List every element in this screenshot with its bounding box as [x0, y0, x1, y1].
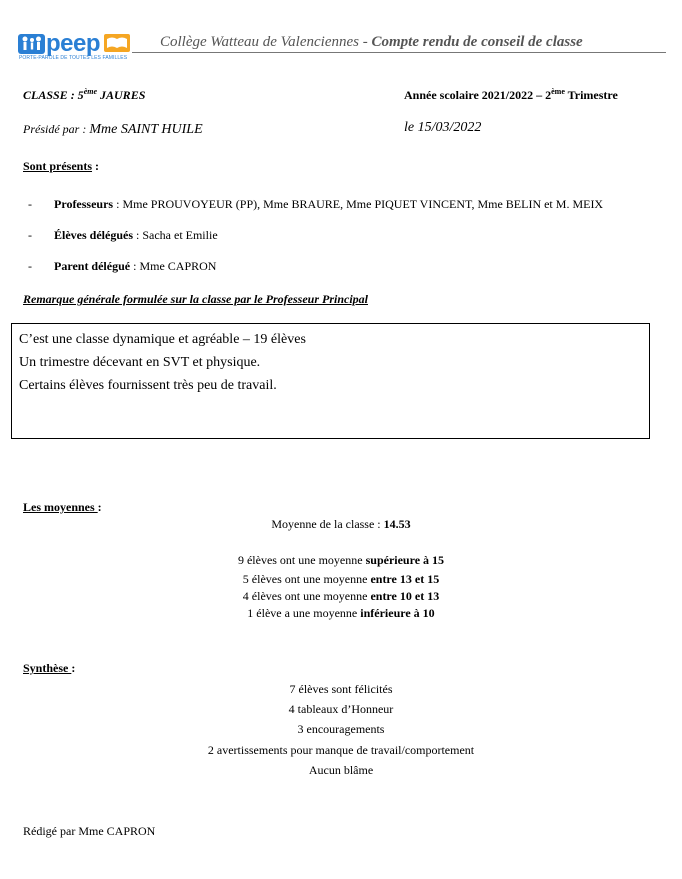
list-item: - Parent délégué : Mme CAPRON	[28, 259, 217, 273]
date: le 15/03/2022	[404, 120, 482, 135]
list-item: - Professeurs : Mme PROUVOYEUR (PP), Mme BRAURE, Mme PIQUET VINCENT, Mme BELIN et M. MEIX	[28, 197, 604, 211]
peep-logo	[18, 32, 130, 64]
moyenne-classe: Moyenne de la classe : 14.53	[271, 517, 411, 531]
synthese-heading: Synthèse :	[23, 661, 76, 675]
moyenne-line: 5 élèves ont une moyenne entre 13 et 15	[242, 572, 440, 586]
document-title	[160, 34, 583, 51]
school-name: Collège Watteau de Valenciennes -	[160, 34, 372, 50]
report-type: Compte rendu de conseil de classe	[371, 34, 583, 50]
moyenne-line: 4 élèves ont une moyenne entre 10 et 13	[242, 589, 440, 603]
synthese-line: 4 tableaux d’Honneur	[288, 702, 394, 716]
moyennes-heading: Les moyennes :	[23, 500, 102, 514]
presents-heading: Sont présents :	[23, 159, 100, 173]
remarque-line: Un trimestre décevant en SVT et physique.	[19, 355, 261, 370]
preside-par: Présidé par : Mme SAINT HUILE	[23, 122, 203, 137]
header-divider	[132, 52, 666, 53]
remarque-heading: Remarque générale formulée sur la classe par le Professeur Principal	[23, 292, 368, 306]
remarque-box	[11, 323, 650, 439]
redige-par: Rédigé par Mme CAPRON	[23, 824, 156, 838]
classe-label: CLASSE : 5ème JAURES	[23, 87, 146, 102]
list-item: - Élèves délégués : Sacha et Emilie	[28, 228, 218, 242]
moyenne-line: 1 élève a une moyenne inférieure à 10	[247, 606, 435, 620]
remarque-line: Certains élèves fournissent très peu de travail.	[19, 378, 277, 393]
synthese-line: 7 élèves sont félicités	[289, 682, 393, 696]
annee-scolaire: Année scolaire 2021/2022 – 2ème Trimestre	[404, 87, 618, 102]
family-icon	[18, 32, 46, 56]
logo-word: peep	[46, 30, 101, 57]
logo-tagline: PORTE-PAROLE DE TOUTES LES FAMILLES	[19, 55, 128, 61]
synthese-line: 3 encouragements	[297, 722, 385, 736]
remarque-line: C’est une classe dynamique et agréable – 19 élèves	[19, 332, 306, 347]
moyenne-line: 9 élèves ont une moyenne supérieure à 15	[237, 553, 445, 567]
open-book-icon	[104, 34, 130, 52]
synthese-line: 2 avertissements pour manque de travail/comportement	[207, 743, 475, 757]
synthese-line: Aucun blâme	[308, 763, 374, 777]
moyenne-classe-value: 14.53	[383, 517, 411, 531]
president-name: Mme SAINT HUILE	[89, 122, 203, 137]
